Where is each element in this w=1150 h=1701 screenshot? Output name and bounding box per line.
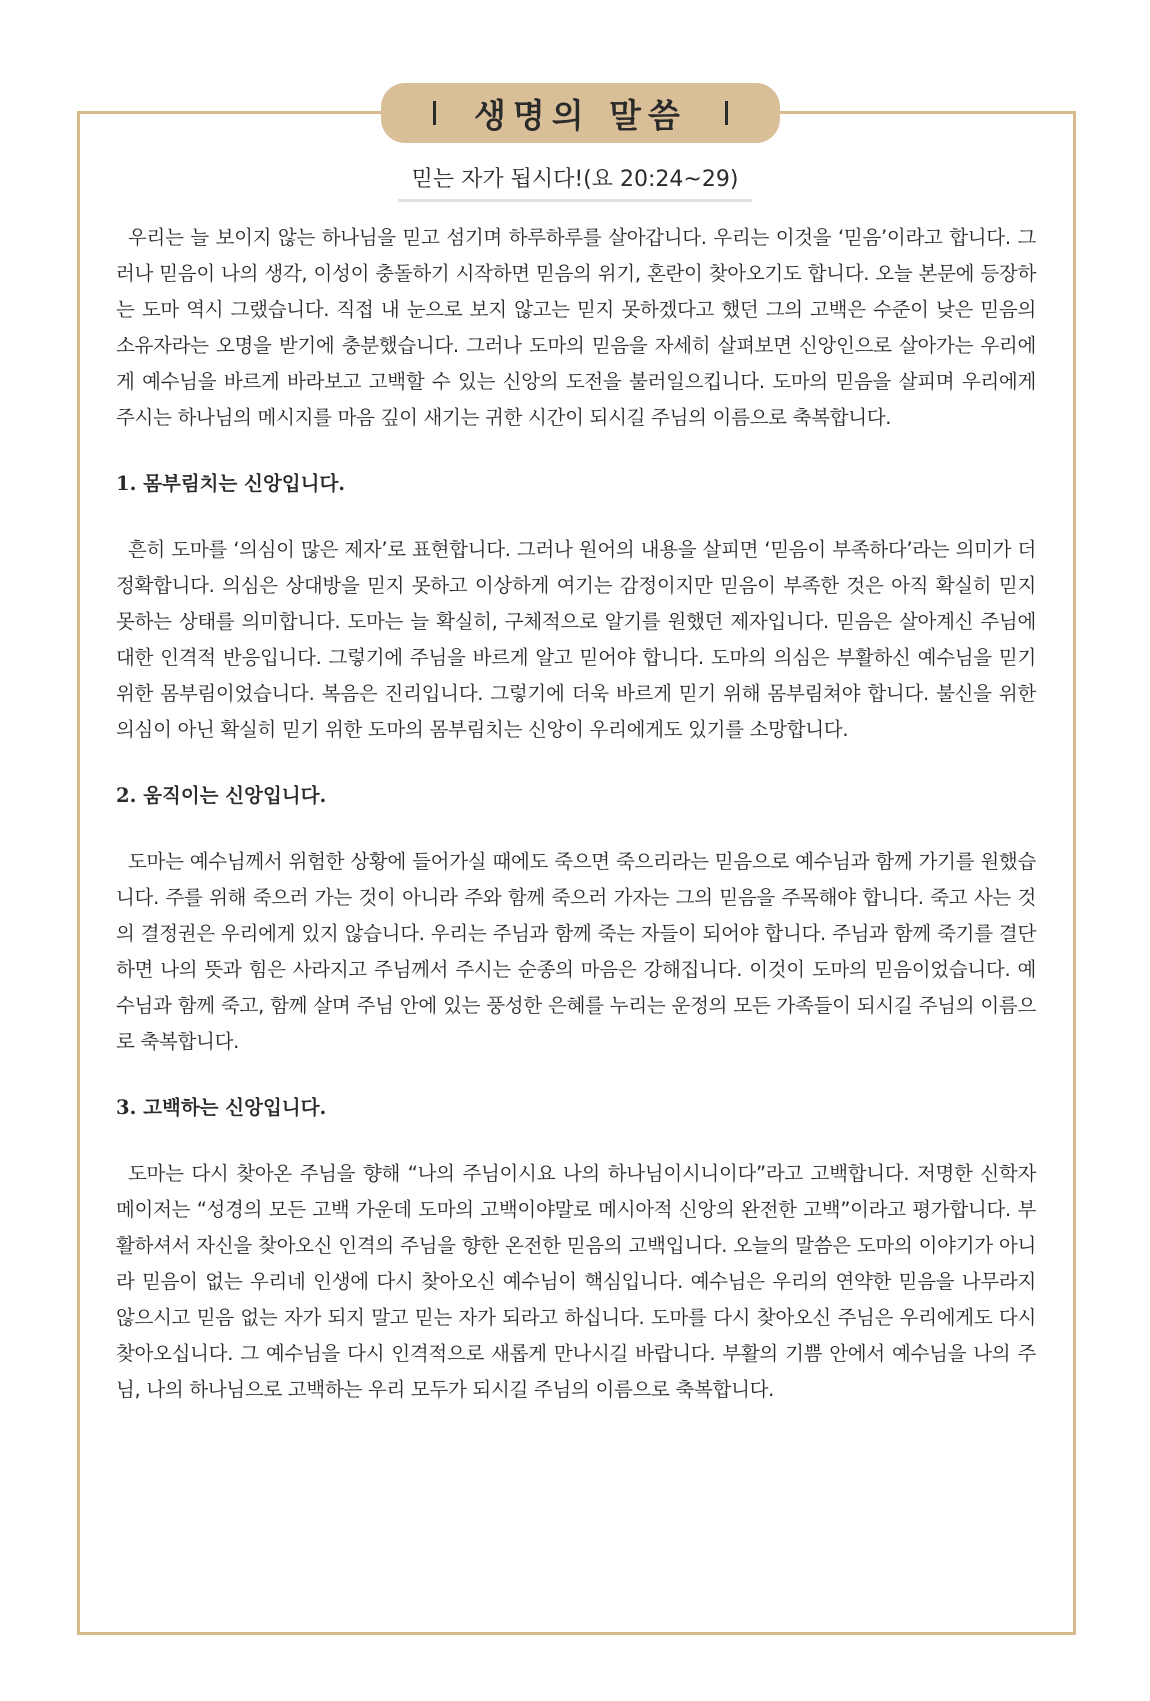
section-header-tab	[381, 83, 780, 143]
point-heading-2: 2. 움직이는 신앙입니다.	[116, 784, 327, 807]
intro-paragraph: 우리는 늘 보이지 않는 하나님을 믿고 섬기며 하루하루를 살아갑니다. 우리는 이것을 ‘믿음’이라고 합니다. 그러나 믿음이 나의 생각, 이성이 충돌하기 시작하면 믿음의 위기, 혼란이 찾아오기도 합니다. 오늘 본문에 등장하는 도마 역시 그랬습니다. 직접 내 눈으로 보지 않고는 믿지 못하겠다고 했던 그의 고백은 수준이 낮은 믿음의 소유자라는 오명을 받기에 충분했습니다. 그러나 도마의 믿음을 자세히 살펴보면 신앙인으로 살아가는 우리에게 예수님을 바르게 바라보고 고백할 수 있는 신앙의 도전을 불러일으킵니다. 도마의 믿음을 살피며 우리에게 주시는 하나님의 메시지를 마음 깊이 새기는 귀한 시간이 되시길 주님의 이름으로 축복합니다.	[116, 226, 1036, 429]
point-paragraph-2: 도마는 예수님께서 위험한 상황에 들어가실 때에도 죽으면 죽으리라는 믿음으로 예수님과 함께 가기를 원했습니다. 주를 위해 죽으러 가는 것이 아니라 주와 함께 죽으러 가자는 그의 믿음을 주목해야 합니다. 죽고 사는 것의 결정권은 우리에게 있지 않습니다. 우리는 주님과 함께 죽는 자들이 되어야 합니다. 주님과 함께 죽기를 결단하면 나의 뜻과 힘은 사라지고 주님께서 주시는 순종의 마음은 강해집니다. 이것이 도마의 믿음이었습니다. 예수님과 함께 죽고, 함께 살며 주님 안에 있는 풍성한 은혜를 누리는 운정의 모든 가족들이 되시길 주님의 이름으로 축복합니다.	[116, 850, 1036, 1053]
right-divider-bar	[725, 101, 728, 125]
sermon-body	[116, 220, 1036, 1408]
point-paragraph-3: 도마는 다시 찾아온 주님을 향해 “나의 주님이시요 나의 하나님이시니이다”라고 고백합니다. 저명한 신학자 메이저는 “성경의 모든 고백 가운데 도마의 고백이야말로 메시아적 신앙의 완전한 고백”이라고 평가합니다. 부활하셔서 자신을 찾아오신 인격의 주님을 향한 온전한 믿음의 고백입니다. 오늘의 말씀은 도마의 이야기가 아니라 믿음이 없는 우리네 인생에 다시 찾아오신 예수님이 핵심입니다. 예수님은 우리의 연약한 믿음을 나무라지 않으시고 믿음 없는 자가 되지 말고 믿는 자가 되라고 하십니다. 도마를 다시 찾아오신 주님은 우리에게도 다시 찾아오십니다. 그 예수님을 다시 인격적으로 새롭게 만나시길 바랍니다. 부활의 기쁨 안에서 예수님을 나의 주님, 나의 하나님으로 고백하는 우리 모두가 되시길 주님의 이름으로 축복합니다.	[116, 1162, 1036, 1401]
point-heading-3: 3. 고백하는 신앙입니다.	[116, 1096, 327, 1119]
subtitle-container	[0, 158, 1150, 202]
point-heading-1: 1. 몸부림치는 신앙입니다.	[116, 472, 346, 495]
sermon-title: 믿는 자가 됩시다!(요 20:24~29)	[398, 158, 753, 202]
section-title: 생명의 말씀	[474, 95, 687, 135]
point-paragraph-1: 흔히 도마를 ‘의심이 많은 제자’로 표현합니다. 그러나 원어의 내용을 살피면 ‘믿음이 부족하다’라는 의미가 더 정확합니다. 의심은 상대방을 믿지 못하고 이상하게 여기는 감정이지만 믿음이 부족한 것은 아직 확실히 믿지 못하는 상태를 의미합니다. 도마는 늘 확실히, 구체적으로 알기를 원했던 제자입니다. 믿음은 살아계신 주님에 대한 인격적 반응입니다. 그렇기에 주님을 바르게 알고 믿어야 합니다. 도마의 의심은 부활하신 예수님을 믿기 위한 몸부림이었습니다. 복음은 진리입니다. 그렇기에 더욱 바르게 믿기 위해 몸부림쳐야 합니다. 불신을 위한 의심이 아닌 확실히 믿기 위한 도마의 몸부림치는 신앙이 우리에게도 있기를 소망합니다.	[116, 538, 1036, 741]
left-divider-bar	[433, 101, 436, 125]
